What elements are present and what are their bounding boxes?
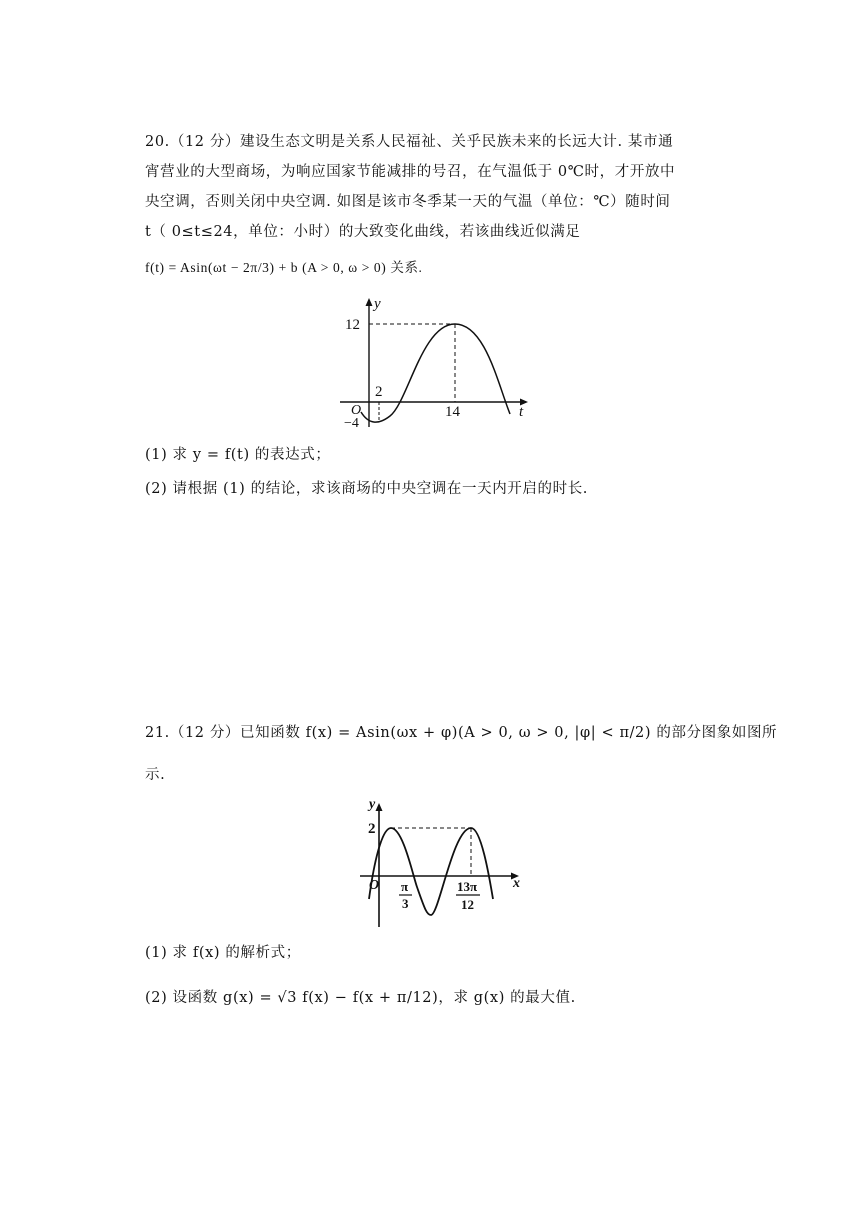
- q21-y-arrow: [376, 803, 383, 811]
- q21-subquestion-1: (1) 求 f(x) 的解析式；: [145, 945, 301, 961]
- q21-tick-pi-numerator: π: [401, 879, 409, 894]
- q20-line-4: t（ 0≤t≤24，单位：小时）的大致变化曲线，若该曲线近似满足: [145, 224, 581, 240]
- q21-subquestion-2: (2) 设函数 g(x) = √3 f(x) − f(x + π/12)，求 g(x) 的最大值.: [145, 990, 576, 1006]
- q20-line-3: 央空调，否则关闭中央空调. 如图是该市冬季某一天的气温（单位：℃）随时间: [145, 194, 671, 210]
- q20-line-2: 宵营业的大型商场，为响应国家节能减排的号召，在气温低于 0℃时，才开放中: [145, 164, 676, 180]
- q20-tick-2: 2: [375, 384, 383, 400]
- q20-tick-14: 14: [445, 404, 460, 420]
- q21-tick-12-denominator: 12: [461, 897, 474, 912]
- q20-subquestion-1: (1) 求 y = f(t) 的表达式；: [145, 447, 331, 463]
- q20-x-label: t: [519, 404, 524, 420]
- q20-temperature-graph: [330, 292, 535, 432]
- q21-y-label: y: [369, 797, 376, 812]
- q20-y-arrow: [366, 298, 373, 306]
- q21-max-label: 2: [368, 821, 376, 837]
- q20-origin-label: O: [351, 403, 362, 418]
- q21-sine-graph: [355, 795, 535, 930]
- q20-min-label: −4: [344, 416, 359, 431]
- q21-line-2: 示.: [145, 767, 166, 783]
- q21-sine-curve: [369, 828, 493, 915]
- q20-sine-curve: [361, 324, 510, 422]
- q20-formula-line: f(t) = Asin(ωt − 2π/3) + b (A > 0, ω > 0) 关系.: [145, 260, 423, 275]
- q20-max-label: 12: [345, 317, 360, 333]
- q21-line-1: 21.（12 分）已知函数 f(x) = Asin(ωx + φ)(A > 0, ω > 0, |φ| < π/2) 的部分图象如图所: [145, 725, 778, 741]
- q21-x-label: x: [513, 876, 520, 891]
- q20-y-label: y: [374, 296, 381, 312]
- q20-line-1: 20.（12 分）建设生态文明是关系人民福祉、关乎民族未来的长远大计. 某市通: [145, 134, 674, 150]
- q21-tick-3-denominator: 3: [402, 896, 409, 911]
- q20-subquestion-2: (2) 请根据 (1) 的结论，求该商场的中央空调在一天内开启的时长.: [145, 481, 589, 497]
- q21-origin-label: O: [369, 878, 380, 893]
- q21-tick-13pi-numerator: 13π: [457, 879, 478, 894]
